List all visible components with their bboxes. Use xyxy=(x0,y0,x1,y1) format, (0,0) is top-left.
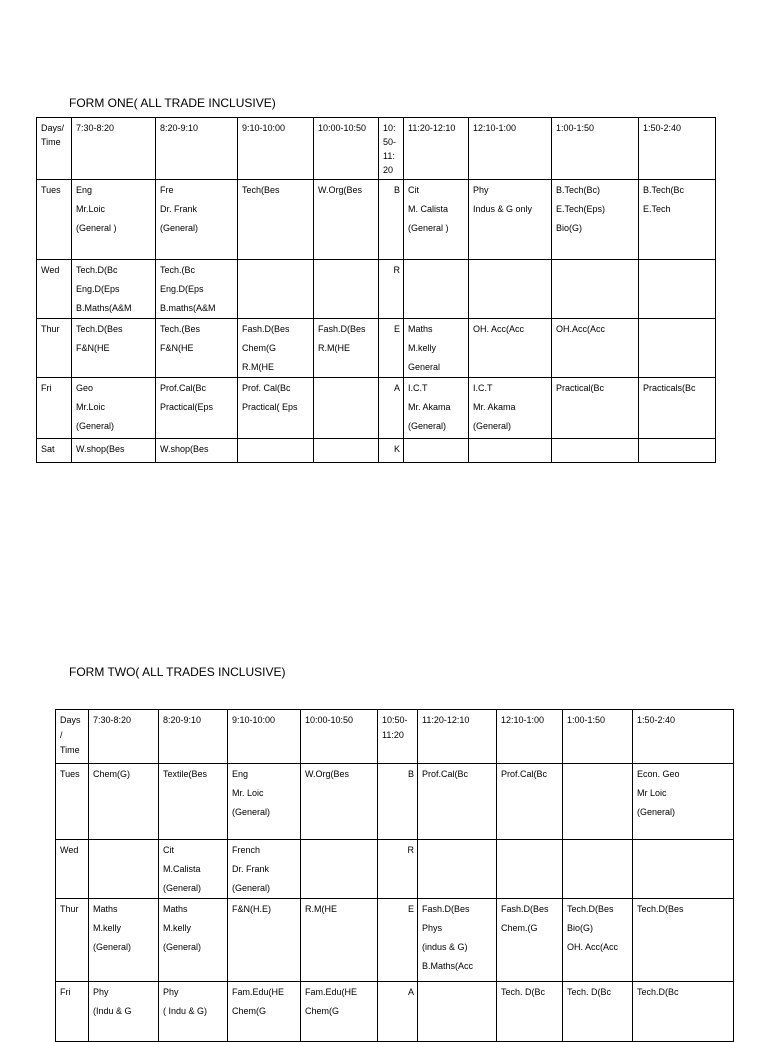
cell-line: Tech.D(Bes xyxy=(637,904,684,914)
timetable-cell xyxy=(469,378,552,439)
cell-line: A xyxy=(407,987,414,997)
break-cell xyxy=(379,319,404,378)
day-label: Wed xyxy=(56,840,89,899)
timetable-cell xyxy=(238,260,314,319)
cell-line: (General) xyxy=(163,942,202,952)
cell-line: Mr Loic xyxy=(637,788,667,798)
time-slot-header: 12:10-1:00 xyxy=(469,118,552,180)
timetable-cell xyxy=(552,180,639,260)
cell-line: Tech.D(Bc xyxy=(637,987,679,997)
day-label: Fri xyxy=(37,378,72,439)
time-slot-header: 7:30-8:20 xyxy=(72,118,156,180)
timetable-cell xyxy=(639,378,716,439)
cell-line: Dr. Frank xyxy=(232,864,270,874)
timetable-cell xyxy=(156,319,238,378)
cell-line: Fash.D(Bes xyxy=(242,324,290,334)
cell-line: (General) xyxy=(160,223,199,233)
cell-line: I.C.T xyxy=(408,383,428,393)
timetable-cell xyxy=(563,764,633,840)
cell-line: Textile(Bes xyxy=(163,769,208,779)
timetable-cell xyxy=(238,319,314,378)
cell-line: W.shop(Bes xyxy=(76,444,125,454)
cell-line: Tech.D(Bes xyxy=(76,324,123,334)
timetable-cell xyxy=(563,840,633,899)
timetable-cell xyxy=(228,982,301,1042)
cell-line: Chem(G xyxy=(305,1006,340,1016)
time-slot-header: 7:30-8:20 xyxy=(89,710,159,764)
timetable-cell xyxy=(238,180,314,260)
timetable-cell xyxy=(72,260,156,319)
cell-line: Eng.D(Eps xyxy=(160,284,204,294)
timetable-cell xyxy=(156,180,238,260)
cell-line: F&N(HE xyxy=(160,343,194,353)
timetable-cell xyxy=(404,180,469,260)
day-row xyxy=(37,378,716,439)
cell-line: Eng xyxy=(232,769,249,779)
cell-line: F&N(H.E) xyxy=(232,904,271,914)
cell-line: B.Maths(A&M xyxy=(76,303,132,313)
cell-line: Cit xyxy=(163,845,174,855)
cell-line: Dr. Frank xyxy=(160,204,198,214)
timetable-cell xyxy=(228,764,301,840)
cell-line: Tech.(Bc xyxy=(160,265,196,275)
cell-line: Prof.Cal(Bc xyxy=(422,769,469,779)
timetable-cell xyxy=(89,840,159,899)
time-slot-header: 11:20-12:10 xyxy=(418,710,497,764)
day-label: Thur xyxy=(37,319,72,378)
time-slot-header: 1:50-2:40 xyxy=(639,118,716,180)
cell-line: E xyxy=(393,324,400,334)
timetable-cell xyxy=(301,899,378,982)
cell-line: Fam.Edu(HE xyxy=(305,987,358,997)
timetable-cell xyxy=(228,840,301,899)
cell-line: (General ) xyxy=(408,223,449,233)
time-slot-header: 11:20-12:10 xyxy=(404,118,469,180)
cell-line: Phy xyxy=(473,185,489,195)
break-cell xyxy=(379,378,404,439)
cell-line: B.maths(A&M xyxy=(160,303,216,313)
timetable-cell xyxy=(156,260,238,319)
cell-line: W.shop(Bes xyxy=(160,444,209,454)
cell-line: K xyxy=(393,444,400,454)
cell-line: (General) xyxy=(93,942,132,952)
cell-line: Tech.D(Bc xyxy=(76,265,118,275)
cell-line: Chem(G xyxy=(242,343,277,353)
cell-line: Tech. D(Bc xyxy=(567,987,612,997)
timetable-cell xyxy=(563,899,633,982)
cell-line: Practicals(Bc xyxy=(643,383,696,393)
cell-line: E.Tech xyxy=(643,204,671,214)
days-time-header: Days / Time xyxy=(56,710,89,764)
cell-line: Fash.D(Bes xyxy=(501,904,549,914)
cell-line: Maths xyxy=(408,324,433,334)
cell-line: OH. Acc(Acc xyxy=(473,324,525,334)
timetable-cell xyxy=(418,764,497,840)
time-slot-header: 10:00-10:50 xyxy=(301,710,378,764)
cell-line: (Indu & G xyxy=(93,1006,132,1016)
timetable-cell xyxy=(159,840,228,899)
time-slot-header: 1:00-1:50 xyxy=(563,710,633,764)
day-row xyxy=(37,260,716,319)
cell-line: (General) xyxy=(76,421,115,431)
cell-line: Phy xyxy=(93,987,109,997)
cell-line: I.C.T xyxy=(473,383,493,393)
cell-line: Econ. Geo xyxy=(637,769,680,779)
cell-line: B.Tech(Bc) xyxy=(556,185,601,195)
cell-line: Tech.(Bes xyxy=(160,324,201,334)
timetable-cell xyxy=(314,180,379,260)
time-slot-header: 10:50- 11:20 xyxy=(378,710,418,764)
days-time-header: Days/ Time xyxy=(37,118,72,180)
timetable-cell xyxy=(301,982,378,1042)
timetable-cell xyxy=(238,439,314,463)
header-row xyxy=(56,710,734,764)
cell-line: Fash.D(Bes xyxy=(422,904,470,914)
break-cell xyxy=(378,764,418,840)
timetable-cell xyxy=(89,982,159,1042)
timetable-cell xyxy=(552,319,639,378)
timetable-cell xyxy=(497,840,563,899)
timetable-cell xyxy=(469,319,552,378)
time-slot-header: 8:20-9:10 xyxy=(159,710,228,764)
cell-line: Mr. Akama xyxy=(408,402,451,412)
timetable-cell xyxy=(72,378,156,439)
timetable-cell xyxy=(404,319,469,378)
cell-line: M.kelly xyxy=(93,923,122,933)
timetable-cell xyxy=(497,899,563,982)
timetable-cell xyxy=(418,899,497,982)
timetable-cell xyxy=(156,378,238,439)
cell-line: Phy xyxy=(163,987,179,997)
cell-line: General xyxy=(408,362,441,372)
cell-line: E.Tech(Eps) xyxy=(556,204,606,214)
timetable-cell xyxy=(72,319,156,378)
form-one-title: FORM ONE( ALL TRADE INCLUSIVE) xyxy=(69,96,276,110)
day-label: Fri xyxy=(56,982,89,1042)
time-slot-header: 8:20-9:10 xyxy=(156,118,238,180)
timetable-cell xyxy=(89,899,159,982)
break-cell xyxy=(378,899,418,982)
cell-line: B.Tech(Bc xyxy=(643,185,685,195)
cell-line: R.M(HE xyxy=(318,343,350,353)
time-slot-header: 1:00-1:50 xyxy=(552,118,639,180)
cell-line: Prof.Cal(Bc xyxy=(160,383,207,393)
day-row xyxy=(56,982,734,1042)
form-two-title: FORM TWO( ALL TRADES INCLUSIVE) xyxy=(69,665,286,679)
cell-line: Prof.Cal(Bc xyxy=(501,769,548,779)
timetable-cell xyxy=(314,260,379,319)
cell-line: R.M(HE xyxy=(305,904,337,914)
cell-line: B xyxy=(407,769,414,779)
timetable-cell xyxy=(314,319,379,378)
cell-line: (General) xyxy=(163,883,202,893)
cell-line: A xyxy=(393,383,400,393)
timetable-cell xyxy=(633,982,734,1042)
cell-line: Mr.Loic xyxy=(76,204,106,214)
timetable-cell xyxy=(469,180,552,260)
timetable-cell xyxy=(563,982,633,1042)
cell-line: Chem.(G xyxy=(501,923,538,933)
timetable-cell xyxy=(159,899,228,982)
cell-line: Tech.D(Bes xyxy=(567,904,614,914)
time-slot-header: 10: 50- 11: 20 xyxy=(379,118,404,180)
cell-line: Tech. D(Bc xyxy=(501,987,546,997)
timetable-cell xyxy=(633,899,734,982)
form-one-timetable xyxy=(36,117,716,463)
cell-line: B.Maths(Acc xyxy=(422,961,474,971)
timetable-cell xyxy=(72,439,156,463)
timetable-cell xyxy=(314,439,379,463)
form-two-timetable xyxy=(55,709,734,1042)
timetable-cell xyxy=(301,764,378,840)
break-cell xyxy=(379,439,404,463)
break-cell xyxy=(378,982,418,1042)
cell-line: Chem(G) xyxy=(93,769,131,779)
timetable-cell xyxy=(639,439,716,463)
cell-line: Practical(Bc xyxy=(556,383,605,393)
cell-line: R xyxy=(393,265,400,275)
timetable-cell xyxy=(228,899,301,982)
day-row xyxy=(37,439,716,463)
time-slot-header: 9:10-10:00 xyxy=(238,118,314,180)
timetable-cell xyxy=(497,764,563,840)
cell-line: (General) xyxy=(232,807,271,817)
timetable-cell xyxy=(404,260,469,319)
break-cell xyxy=(379,180,404,260)
day-row xyxy=(56,899,734,982)
cell-line: Geo xyxy=(76,383,94,393)
cell-line: M. Calista xyxy=(408,204,449,214)
day-label: Tues xyxy=(56,764,89,840)
timetable-cell xyxy=(552,378,639,439)
cell-line: M.kelly xyxy=(163,923,192,933)
cell-line: Indus & G only xyxy=(473,204,533,214)
cell-line: Prof. Cal(Bc xyxy=(242,383,291,393)
cell-line: (General) xyxy=(473,421,512,431)
cell-line: Phys xyxy=(422,923,443,933)
timetable-cell xyxy=(89,764,159,840)
day-label: Tues xyxy=(37,180,72,260)
timetable-cell xyxy=(72,180,156,260)
cell-line: Mr. Loic xyxy=(232,788,264,798)
day-label: Wed xyxy=(37,260,72,319)
cell-line: Maths xyxy=(93,904,118,914)
timetable-cell xyxy=(552,439,639,463)
time-slot-header: 1:50-2:40 xyxy=(633,710,734,764)
day-row xyxy=(37,180,716,260)
cell-line: F&N(HE xyxy=(76,343,110,353)
cell-line: Bio(G) xyxy=(567,923,594,933)
cell-line: Practical( Eps xyxy=(242,402,298,412)
cell-line: Cit xyxy=(408,185,419,195)
break-cell xyxy=(378,840,418,899)
timetable-cell xyxy=(159,982,228,1042)
cell-line: Fash.D(Bes xyxy=(318,324,366,334)
timetable-cell xyxy=(633,764,734,840)
cell-line: M.Calista xyxy=(163,864,201,874)
break-cell xyxy=(379,260,404,319)
cell-line: ( Indu & G) xyxy=(163,1006,208,1016)
cell-line: (indus & G) xyxy=(422,942,468,952)
cell-line: Eng xyxy=(76,185,93,195)
time-slot-header: 10:00-10:50 xyxy=(314,118,379,180)
cell-line: R.M(HE xyxy=(242,362,274,372)
timetable-cell xyxy=(404,439,469,463)
cell-line: B xyxy=(393,185,400,195)
cell-line: E xyxy=(407,904,414,914)
cell-line: R xyxy=(407,845,414,855)
timetable-cell xyxy=(633,840,734,899)
cell-line: W.Org(Bes xyxy=(318,185,363,195)
cell-line: (General ) xyxy=(76,223,117,233)
header-row xyxy=(37,118,716,180)
cell-line: (General) xyxy=(232,883,271,893)
time-slot-header: 12:10-1:00 xyxy=(497,710,563,764)
cell-line: Practical(Eps xyxy=(160,402,214,412)
timetable-cell xyxy=(156,439,238,463)
timetable-cell xyxy=(639,260,716,319)
timetable-cell xyxy=(418,840,497,899)
timetable-cell xyxy=(159,764,228,840)
timetable-cell xyxy=(238,378,314,439)
cell-line: Maths xyxy=(163,904,188,914)
timetable-cell xyxy=(639,180,716,260)
timetable-cell xyxy=(404,378,469,439)
time-slot-header: 9:10-10:00 xyxy=(228,710,301,764)
timetable-cell xyxy=(469,260,552,319)
cell-line: Bio(G) xyxy=(556,223,583,233)
cell-line: Fre xyxy=(160,185,174,195)
day-label: Thur xyxy=(56,899,89,982)
cell-line: Fam.Edu(HE xyxy=(232,987,285,997)
cell-line: Chem(G xyxy=(232,1006,267,1016)
cell-line: Eng.D(Eps xyxy=(76,284,120,294)
cell-line: Mr. Akama xyxy=(473,402,516,412)
cell-line: OH.Acc(Acc xyxy=(556,324,606,334)
timetable-cell xyxy=(418,982,497,1042)
cell-line: Mr.Loic xyxy=(76,402,106,412)
cell-line: M.kelly xyxy=(408,343,437,353)
timetable-cell xyxy=(301,840,378,899)
cell-line: French xyxy=(232,845,261,855)
day-row xyxy=(37,319,716,378)
day-row xyxy=(56,840,734,899)
timetable-cell xyxy=(469,439,552,463)
timetable-cell xyxy=(639,319,716,378)
cell-line: W.Org(Bes xyxy=(305,769,350,779)
timetable-cell xyxy=(497,982,563,1042)
cell-line: (General) xyxy=(637,807,676,817)
cell-line: Tech(Bes xyxy=(242,185,280,195)
cell-line: (General) xyxy=(408,421,447,431)
timetable-cell xyxy=(552,260,639,319)
day-label: Sat xyxy=(37,439,72,463)
cell-line: OH. Acc(Acc xyxy=(567,942,619,952)
day-row xyxy=(56,764,734,840)
timetable-cell xyxy=(314,378,379,439)
